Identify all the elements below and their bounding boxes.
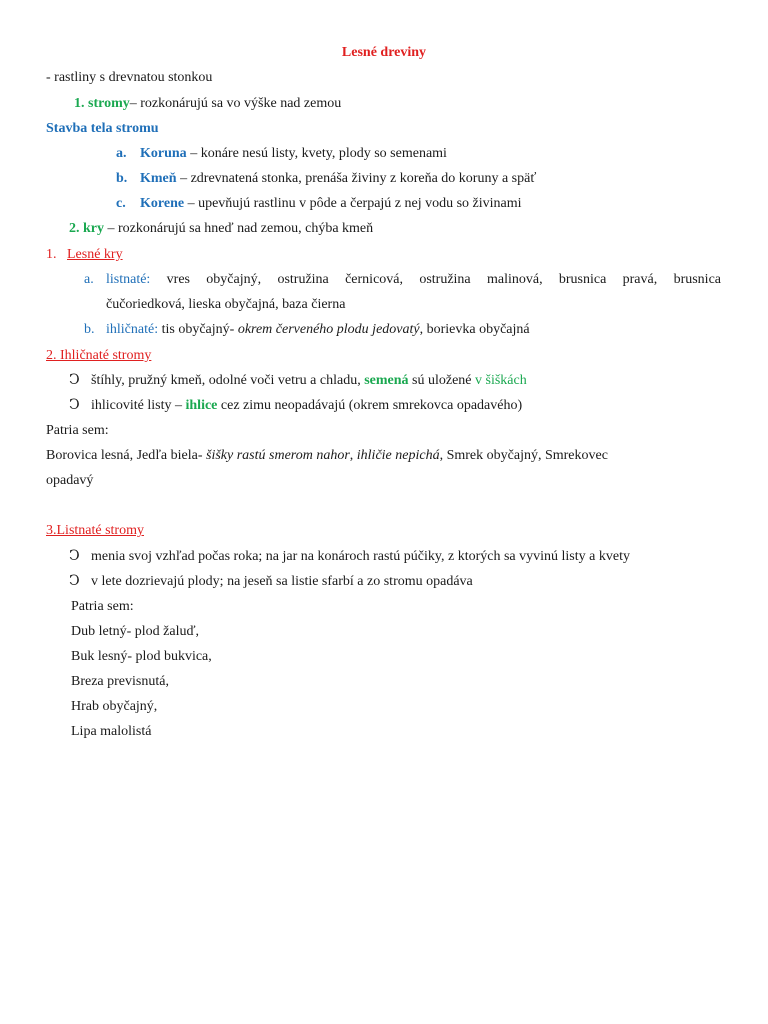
part-letter: c.	[116, 196, 126, 211]
term-koruna: Koruna	[140, 146, 187, 161]
heading-ihlicnate-stromy: 2. Ihličnaté stromy	[46, 348, 152, 363]
label-ihlicnate: ihličnaté:	[106, 322, 159, 337]
species-text: Borovica lesná, Jedľa biela-	[46, 448, 207, 463]
heading-number: 1.	[46, 247, 57, 262]
heading-text: Lesné kry	[67, 247, 123, 262]
listnate-bullet-1	[69, 548, 630, 566]
ihlicnate-species-line2: opadavý	[46, 473, 94, 488]
part-kmen	[116, 170, 536, 188]
listnate-bullet-2	[69, 573, 473, 591]
species-note: šišky rastú smerom nahor	[206, 448, 350, 463]
term-korene: Korene	[140, 196, 185, 211]
label-listnate: listnaté:	[106, 272, 151, 287]
item-kry	[69, 220, 373, 238]
kry-listnate-text: vres obyčajný, ostružina černicová, ostružina malinová, brusnica pravá, brusnica	[166, 272, 721, 287]
part-text: – upevňujú rastlinu v pôde a čerpajú z nej vodu so živinami	[184, 196, 522, 211]
part-letter: a.	[116, 146, 127, 161]
list-item: Dub letný- plod žaluď,	[71, 624, 200, 639]
kry-listnate-marker	[84, 271, 94, 289]
item-number: 2.	[69, 221, 80, 236]
list-item: Breza previsnutá,	[71, 674, 169, 689]
kry-listnate-line2: čučoriedková, lieska obyčajná, baza čierna	[106, 297, 346, 312]
ihlicnate-species-line1	[46, 447, 608, 465]
bullet-marker: Ↄ	[69, 373, 80, 388]
bullet-text: ihlicovité listy –	[91, 398, 186, 413]
bullet-marker: Ↄ	[69, 549, 80, 564]
item-number: 1.	[74, 96, 85, 111]
term-kmen: Kmeň	[140, 171, 177, 186]
list-item: Buk lesný- plod bukvica,	[71, 649, 212, 664]
part-text: – konáre nesú listy, kvety, plody so semenami	[186, 146, 447, 161]
list-item: Lipa malolistá	[71, 724, 152, 739]
list-letter: a.	[84, 272, 94, 287]
part-koruna	[116, 145, 447, 163]
listnate-patria-sem: Patria sem:	[71, 599, 134, 614]
term-ihlice: ihlice	[185, 398, 218, 413]
term-semena: semená	[364, 373, 409, 388]
species-text: , Smrek obyčajný, Smrekovec	[439, 448, 608, 463]
bullet-text: v lete dozrievajú plody; na jeseň sa listie sfarbí a zo stromu opadáva	[91, 574, 473, 589]
part-text: – zdrevnatená stonka, prenáša živiny z koreňa do koruny a späť	[176, 171, 537, 186]
ihlicnate-patria-sem: Patria sem:	[46, 423, 109, 438]
ihlicnate-bullet-2	[69, 397, 522, 415]
part-korene	[116, 195, 522, 213]
bullet-text: cez zimu neopadávajú (okrem smrekovca opadavého)	[217, 398, 523, 413]
part-letter: b.	[116, 171, 128, 186]
item-text: – rozkonárujú sa vo výške nad zemou	[129, 96, 342, 111]
bullet-text: menia svoj vzhľad počas roka; na jar na konároch rastú púčiky, z ktorých sa vyvinú listy a kvety	[91, 549, 630, 564]
item-stromy	[74, 95, 341, 113]
ihlicnate-bullet-1	[69, 372, 527, 390]
bullet-text: štíhly, pružný kmeň, odolné voči vetru a chladu,	[91, 373, 365, 388]
document-title: Lesné dreviny	[341, 45, 427, 60]
kry-ihlicnate-text-end: , borievka obyčajná	[419, 322, 530, 337]
term-v-siskach: v šiškách	[475, 373, 527, 388]
list-letter: b.	[84, 322, 95, 337]
bullet-text: sú uložené	[408, 373, 476, 388]
bullet-marker: Ↄ	[69, 398, 80, 413]
kry-ihlicnate-note: okrem červeného plodu jedovatý	[237, 322, 420, 337]
bullet-marker: Ↄ	[69, 574, 80, 589]
heading-lesne-kry	[46, 246, 123, 264]
heading-listnate-stromy: 3.Listnaté stromy	[46, 523, 144, 538]
intro-line: - rastliny s drevnatou stonkou	[46, 70, 213, 85]
species-note: ihličie nepichá	[356, 448, 440, 463]
species-text: ,	[349, 448, 357, 463]
term-stromy: stromy	[88, 96, 130, 111]
item-text: – rozkonárujú sa hneď nad zemou, chýba kmeň	[104, 221, 374, 236]
term-kry: kry	[83, 221, 104, 236]
section-heading-stavba: Stavba tela stromu	[46, 121, 159, 136]
kry-ihlicnate	[84, 321, 530, 339]
kry-listnate-line1	[106, 271, 721, 289]
kry-ihlicnate-text: tis obyčajný-	[158, 322, 238, 337]
list-item: Hrab obyčajný,	[71, 699, 158, 714]
